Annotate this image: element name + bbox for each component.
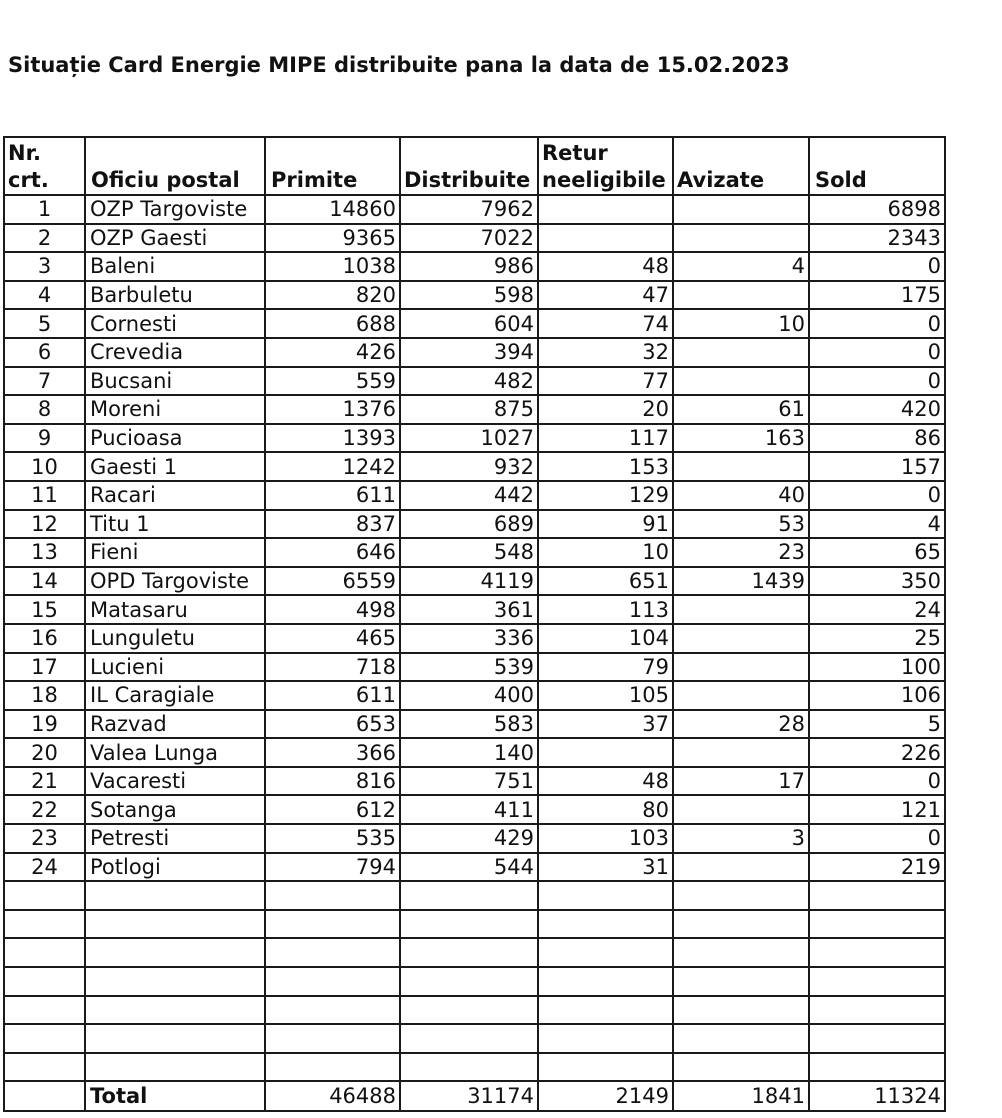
header-nr-line1: Nr. bbox=[8, 141, 41, 165]
cell-retur-neeligibile: 103 bbox=[538, 824, 673, 853]
empty-cell bbox=[265, 910, 400, 939]
cell-retur-neeligibile bbox=[538, 738, 673, 767]
cell-oficiu-postal: Cornesti bbox=[85, 309, 265, 338]
cell-sold: 219 bbox=[809, 853, 945, 882]
empty-cell bbox=[538, 938, 673, 967]
cell-oficiu-postal: Petresti bbox=[85, 824, 265, 853]
cell-sold: 0 bbox=[809, 309, 945, 338]
table-row bbox=[4, 824, 945, 853]
cell-oficiu-postal: Sotanga bbox=[85, 795, 265, 824]
cell-avizate: 17 bbox=[673, 767, 809, 796]
header-oficiu-postal: Oficiu postal bbox=[85, 137, 265, 195]
header-avizate: Avizate bbox=[673, 137, 809, 195]
cell-oficiu-postal: Valea Lunga bbox=[85, 738, 265, 767]
cell-avizate bbox=[673, 681, 809, 710]
cell-oficiu-postal: Baleni bbox=[85, 252, 265, 281]
cell-nr: 11 bbox=[4, 481, 85, 510]
empty-cell bbox=[400, 1053, 538, 1082]
header-nr-crt bbox=[4, 137, 85, 195]
cell-retur-neeligibile: 91 bbox=[538, 510, 673, 539]
header-sold: Sold bbox=[809, 137, 945, 195]
table-row bbox=[4, 338, 945, 367]
cell-nr: 14 bbox=[4, 567, 85, 596]
cell-retur-neeligibile bbox=[538, 195, 673, 224]
cell-sold: 0 bbox=[809, 367, 945, 396]
cell-retur-neeligibile: 37 bbox=[538, 710, 673, 739]
empty-cell bbox=[809, 967, 945, 996]
cell-oficiu-postal: Moreni bbox=[85, 395, 265, 424]
cell-distribuite: 7962 bbox=[400, 195, 538, 224]
table-row bbox=[4, 567, 945, 596]
empty-cell bbox=[673, 1053, 809, 1082]
total-label: Total bbox=[85, 1081, 265, 1111]
cell-sold: 226 bbox=[809, 738, 945, 767]
cell-nr: 17 bbox=[4, 653, 85, 682]
cell-retur-neeligibile: 47 bbox=[538, 281, 673, 310]
cell-avizate bbox=[673, 338, 809, 367]
cell-oficiu-postal: OZP Gaesti bbox=[85, 224, 265, 253]
cell-nr: 20 bbox=[4, 738, 85, 767]
cell-nr: 1 bbox=[4, 195, 85, 224]
empty-cell bbox=[4, 910, 85, 939]
empty-cell bbox=[85, 1024, 265, 1053]
cell-avizate: 23 bbox=[673, 538, 809, 567]
table-row bbox=[4, 281, 945, 310]
cell-primite: 9365 bbox=[265, 224, 400, 253]
table-row bbox=[4, 195, 945, 224]
empty-cell bbox=[265, 967, 400, 996]
cell-distribuite: 394 bbox=[400, 338, 538, 367]
cell-nr: 21 bbox=[4, 767, 85, 796]
table-row bbox=[4, 452, 945, 481]
cell-sold: 121 bbox=[809, 795, 945, 824]
cell-oficiu-postal: Lunguletu bbox=[85, 624, 265, 653]
cell-distribuite: 598 bbox=[400, 281, 538, 310]
empty-cell bbox=[538, 881, 673, 910]
cell-retur-neeligibile: 105 bbox=[538, 681, 673, 710]
cell-avizate bbox=[673, 624, 809, 653]
table-row bbox=[4, 309, 945, 338]
empty-row bbox=[4, 910, 945, 939]
table-row bbox=[4, 795, 945, 824]
cell-retur-neeligibile: 79 bbox=[538, 653, 673, 682]
empty-cell bbox=[85, 1053, 265, 1082]
cell-avizate: 40 bbox=[673, 481, 809, 510]
cell-nr: 12 bbox=[4, 510, 85, 539]
cell-distribuite: 140 bbox=[400, 738, 538, 767]
cell-retur-neeligibile: 129 bbox=[538, 481, 673, 510]
cell-oficiu-postal: Titu 1 bbox=[85, 510, 265, 539]
empty-cell bbox=[538, 910, 673, 939]
cell-retur-neeligibile: 48 bbox=[538, 252, 673, 281]
cell-primite: 646 bbox=[265, 538, 400, 567]
empty-cell bbox=[673, 967, 809, 996]
cell-retur-neeligibile: 153 bbox=[538, 452, 673, 481]
empty-cell bbox=[673, 938, 809, 967]
empty-cell bbox=[673, 881, 809, 910]
cell-distribuite: 548 bbox=[400, 538, 538, 567]
cell-primite: 718 bbox=[265, 653, 400, 682]
cell-oficiu-postal: Matasaru bbox=[85, 595, 265, 624]
cell-avizate: 4 bbox=[673, 252, 809, 281]
empty-cell bbox=[400, 910, 538, 939]
cell-distribuite: 932 bbox=[400, 452, 538, 481]
empty-row bbox=[4, 996, 945, 1025]
total-primite: 46488 bbox=[265, 1081, 400, 1111]
cell-avizate bbox=[673, 853, 809, 882]
cell-avizate: 3 bbox=[673, 824, 809, 853]
header-nr-line2: crt. bbox=[8, 168, 49, 192]
cell-sold: 0 bbox=[809, 767, 945, 796]
cell-retur-neeligibile: 20 bbox=[538, 395, 673, 424]
empty-cell bbox=[265, 996, 400, 1025]
empty-cell bbox=[400, 938, 538, 967]
table-row bbox=[4, 510, 945, 539]
cell-nr: 6 bbox=[4, 338, 85, 367]
empty-cell bbox=[400, 1024, 538, 1053]
empty-cell bbox=[4, 881, 85, 910]
empty-cell bbox=[809, 996, 945, 1025]
cell-primite: 559 bbox=[265, 367, 400, 396]
cell-primite: 794 bbox=[265, 853, 400, 882]
cell-avizate: 53 bbox=[673, 510, 809, 539]
cell-distribuite: 751 bbox=[400, 767, 538, 796]
cell-sold: 0 bbox=[809, 824, 945, 853]
cell-avizate: 10 bbox=[673, 309, 809, 338]
cell-nr: 7 bbox=[4, 367, 85, 396]
total-row bbox=[4, 1081, 945, 1111]
cell-oficiu-postal: Potlogi bbox=[85, 853, 265, 882]
empty-cell bbox=[85, 996, 265, 1025]
cell-sold: 157 bbox=[809, 452, 945, 481]
empty-cell bbox=[538, 996, 673, 1025]
cell-primite: 1242 bbox=[265, 452, 400, 481]
table-row bbox=[4, 481, 945, 510]
cell-distribuite: 442 bbox=[400, 481, 538, 510]
empty-row bbox=[4, 881, 945, 910]
empty-row bbox=[4, 967, 945, 996]
header-retur-line1: Retur bbox=[542, 141, 608, 165]
cell-distribuite: 482 bbox=[400, 367, 538, 396]
cell-distribuite: 7022 bbox=[400, 224, 538, 253]
cell-retur-neeligibile: 117 bbox=[538, 424, 673, 453]
cell-retur-neeligibile: 80 bbox=[538, 795, 673, 824]
cell-distribuite: 875 bbox=[400, 395, 538, 424]
cell-primite: 653 bbox=[265, 710, 400, 739]
cell-distribuite: 411 bbox=[400, 795, 538, 824]
cell-distribuite: 583 bbox=[400, 710, 538, 739]
empty-cell bbox=[400, 881, 538, 910]
empty-cell bbox=[809, 938, 945, 967]
table-row bbox=[4, 653, 945, 682]
cell-distribuite: 544 bbox=[400, 853, 538, 882]
table-row bbox=[4, 853, 945, 882]
empty-cell bbox=[85, 967, 265, 996]
empty-cell bbox=[809, 910, 945, 939]
header-distribuite: Distribuite bbox=[400, 137, 538, 195]
empty-cell bbox=[4, 1024, 85, 1053]
table-row bbox=[4, 538, 945, 567]
header-primite: Primite bbox=[265, 137, 400, 195]
cell-avizate: 1439 bbox=[673, 567, 809, 596]
cell-sold: 100 bbox=[809, 653, 945, 682]
document-title: Situație Card Energie MIPE distribuite pana la data de 15.02.2023 bbox=[8, 53, 790, 77]
cell-oficiu-postal: Lucieni bbox=[85, 653, 265, 682]
cell-oficiu-postal: Vacaresti bbox=[85, 767, 265, 796]
table-row bbox=[4, 710, 945, 739]
cell-avizate: 28 bbox=[673, 710, 809, 739]
cell-primite: 611 bbox=[265, 481, 400, 510]
cell-primite: 498 bbox=[265, 595, 400, 624]
table-row bbox=[4, 367, 945, 396]
cell-distribuite: 400 bbox=[400, 681, 538, 710]
cell-oficiu-postal: Barbuletu bbox=[85, 281, 265, 310]
cell-retur-neeligibile: 31 bbox=[538, 853, 673, 882]
empty-cell bbox=[85, 881, 265, 910]
cell-primite: 688 bbox=[265, 309, 400, 338]
cell-primite: 837 bbox=[265, 510, 400, 539]
cell-sold: 175 bbox=[809, 281, 945, 310]
distribution-table bbox=[3, 136, 946, 1112]
cell-avizate bbox=[673, 281, 809, 310]
empty-cell bbox=[4, 1053, 85, 1082]
table-row bbox=[4, 252, 945, 281]
cell-primite: 1393 bbox=[265, 424, 400, 453]
cell-distribuite: 689 bbox=[400, 510, 538, 539]
cell-sold: 0 bbox=[809, 252, 945, 281]
table-row bbox=[4, 424, 945, 453]
cell-avizate: 61 bbox=[673, 395, 809, 424]
cell-distribuite: 604 bbox=[400, 309, 538, 338]
cell-oficiu-postal: OPD Targoviste bbox=[85, 567, 265, 596]
total-sold: 11324 bbox=[809, 1081, 945, 1111]
empty-cell bbox=[265, 1024, 400, 1053]
cell-oficiu-postal: Racari bbox=[85, 481, 265, 510]
empty-cell bbox=[673, 910, 809, 939]
cell-nr: 5 bbox=[4, 309, 85, 338]
cell-oficiu-postal: Razvad bbox=[85, 710, 265, 739]
table-row bbox=[4, 681, 945, 710]
table-row bbox=[4, 624, 945, 653]
cell-avizate bbox=[673, 653, 809, 682]
cell-nr: 3 bbox=[4, 252, 85, 281]
empty-cell bbox=[265, 938, 400, 967]
empty-cell bbox=[809, 1053, 945, 1082]
empty-cell bbox=[400, 996, 538, 1025]
cell-sold: 24 bbox=[809, 595, 945, 624]
table-row bbox=[4, 767, 945, 796]
header-row bbox=[4, 137, 945, 195]
empty-cell bbox=[400, 967, 538, 996]
total-nr-empty bbox=[4, 1081, 85, 1111]
cell-retur-neeligibile bbox=[538, 224, 673, 253]
cell-sold: 4 bbox=[809, 510, 945, 539]
empty-cell bbox=[809, 1024, 945, 1053]
cell-oficiu-postal: Pucioasa bbox=[85, 424, 265, 453]
empty-cell bbox=[85, 938, 265, 967]
cell-distribuite: 429 bbox=[400, 824, 538, 853]
cell-avizate bbox=[673, 224, 809, 253]
empty-row bbox=[4, 1053, 945, 1082]
cell-sold: 25 bbox=[809, 624, 945, 653]
header-retur-neeligibile bbox=[538, 137, 673, 195]
cell-avizate bbox=[673, 452, 809, 481]
cell-sold: 65 bbox=[809, 538, 945, 567]
cell-distribuite: 361 bbox=[400, 595, 538, 624]
table-row bbox=[4, 595, 945, 624]
cell-retur-neeligibile: 651 bbox=[538, 567, 673, 596]
total-retur-neeligibile: 2149 bbox=[538, 1081, 673, 1111]
cell-avizate bbox=[673, 795, 809, 824]
cell-sold: 420 bbox=[809, 395, 945, 424]
cell-distribuite: 986 bbox=[400, 252, 538, 281]
empty-cell bbox=[538, 1053, 673, 1082]
cell-sold: 5 bbox=[809, 710, 945, 739]
cell-sold: 0 bbox=[809, 481, 945, 510]
cell-oficiu-postal: Crevedia bbox=[85, 338, 265, 367]
empty-cell bbox=[673, 1024, 809, 1053]
empty-cell bbox=[809, 881, 945, 910]
header-retur-line2: neeligibile bbox=[542, 168, 666, 192]
cell-sold: 86 bbox=[809, 424, 945, 453]
cell-distribuite: 4119 bbox=[400, 567, 538, 596]
cell-nr: 24 bbox=[4, 853, 85, 882]
cell-primite: 426 bbox=[265, 338, 400, 367]
cell-avizate bbox=[673, 195, 809, 224]
cell-primite: 6559 bbox=[265, 567, 400, 596]
empty-cell bbox=[538, 967, 673, 996]
table-row bbox=[4, 395, 945, 424]
cell-nr: 16 bbox=[4, 624, 85, 653]
cell-retur-neeligibile: 10 bbox=[538, 538, 673, 567]
cell-avizate: 163 bbox=[673, 424, 809, 453]
cell-avizate bbox=[673, 738, 809, 767]
cell-nr: 19 bbox=[4, 710, 85, 739]
cell-distribuite: 336 bbox=[400, 624, 538, 653]
table-body bbox=[4, 195, 945, 1111]
cell-retur-neeligibile: 74 bbox=[538, 309, 673, 338]
cell-primite: 1038 bbox=[265, 252, 400, 281]
cell-nr: 18 bbox=[4, 681, 85, 710]
cell-primite: 820 bbox=[265, 281, 400, 310]
cell-oficiu-postal: Fieni bbox=[85, 538, 265, 567]
cell-primite: 535 bbox=[265, 824, 400, 853]
cell-primite: 465 bbox=[265, 624, 400, 653]
cell-primite: 14860 bbox=[265, 195, 400, 224]
empty-cell bbox=[4, 996, 85, 1025]
cell-nr: 23 bbox=[4, 824, 85, 853]
empty-cell bbox=[538, 1024, 673, 1053]
empty-row bbox=[4, 938, 945, 967]
cell-avizate bbox=[673, 595, 809, 624]
empty-cell bbox=[4, 938, 85, 967]
total-avizate: 1841 bbox=[673, 1081, 809, 1111]
cell-primite: 816 bbox=[265, 767, 400, 796]
cell-primite: 612 bbox=[265, 795, 400, 824]
total-distribuite: 31174 bbox=[400, 1081, 538, 1111]
cell-oficiu-postal: IL Caragiale bbox=[85, 681, 265, 710]
cell-retur-neeligibile: 113 bbox=[538, 595, 673, 624]
empty-cell bbox=[265, 881, 400, 910]
cell-nr: 22 bbox=[4, 795, 85, 824]
cell-sold: 6898 bbox=[809, 195, 945, 224]
cell-retur-neeligibile: 104 bbox=[538, 624, 673, 653]
cell-sold: 0 bbox=[809, 338, 945, 367]
cell-sold: 350 bbox=[809, 567, 945, 596]
cell-nr: 4 bbox=[4, 281, 85, 310]
cell-retur-neeligibile: 32 bbox=[538, 338, 673, 367]
empty-cell bbox=[265, 1053, 400, 1082]
cell-primite: 1376 bbox=[265, 395, 400, 424]
cell-nr: 2 bbox=[4, 224, 85, 253]
cell-nr: 8 bbox=[4, 395, 85, 424]
cell-primite: 366 bbox=[265, 738, 400, 767]
empty-row bbox=[4, 1024, 945, 1053]
cell-primite: 611 bbox=[265, 681, 400, 710]
cell-retur-neeligibile: 77 bbox=[538, 367, 673, 396]
cell-retur-neeligibile: 48 bbox=[538, 767, 673, 796]
cell-distribuite: 1027 bbox=[400, 424, 538, 453]
cell-sold: 106 bbox=[809, 681, 945, 710]
cell-sold: 2343 bbox=[809, 224, 945, 253]
table-row bbox=[4, 738, 945, 767]
table-row bbox=[4, 224, 945, 253]
cell-oficiu-postal: OZP Targoviste bbox=[85, 195, 265, 224]
cell-nr: 9 bbox=[4, 424, 85, 453]
empty-cell bbox=[4, 967, 85, 996]
empty-cell bbox=[673, 996, 809, 1025]
cell-avizate bbox=[673, 367, 809, 396]
cell-oficiu-postal: Gaesti 1 bbox=[85, 452, 265, 481]
cell-nr: 13 bbox=[4, 538, 85, 567]
cell-oficiu-postal: Bucsani bbox=[85, 367, 265, 396]
cell-nr: 10 bbox=[4, 452, 85, 481]
empty-cell bbox=[85, 910, 265, 939]
cell-distribuite: 539 bbox=[400, 653, 538, 682]
cell-nr: 15 bbox=[4, 595, 85, 624]
